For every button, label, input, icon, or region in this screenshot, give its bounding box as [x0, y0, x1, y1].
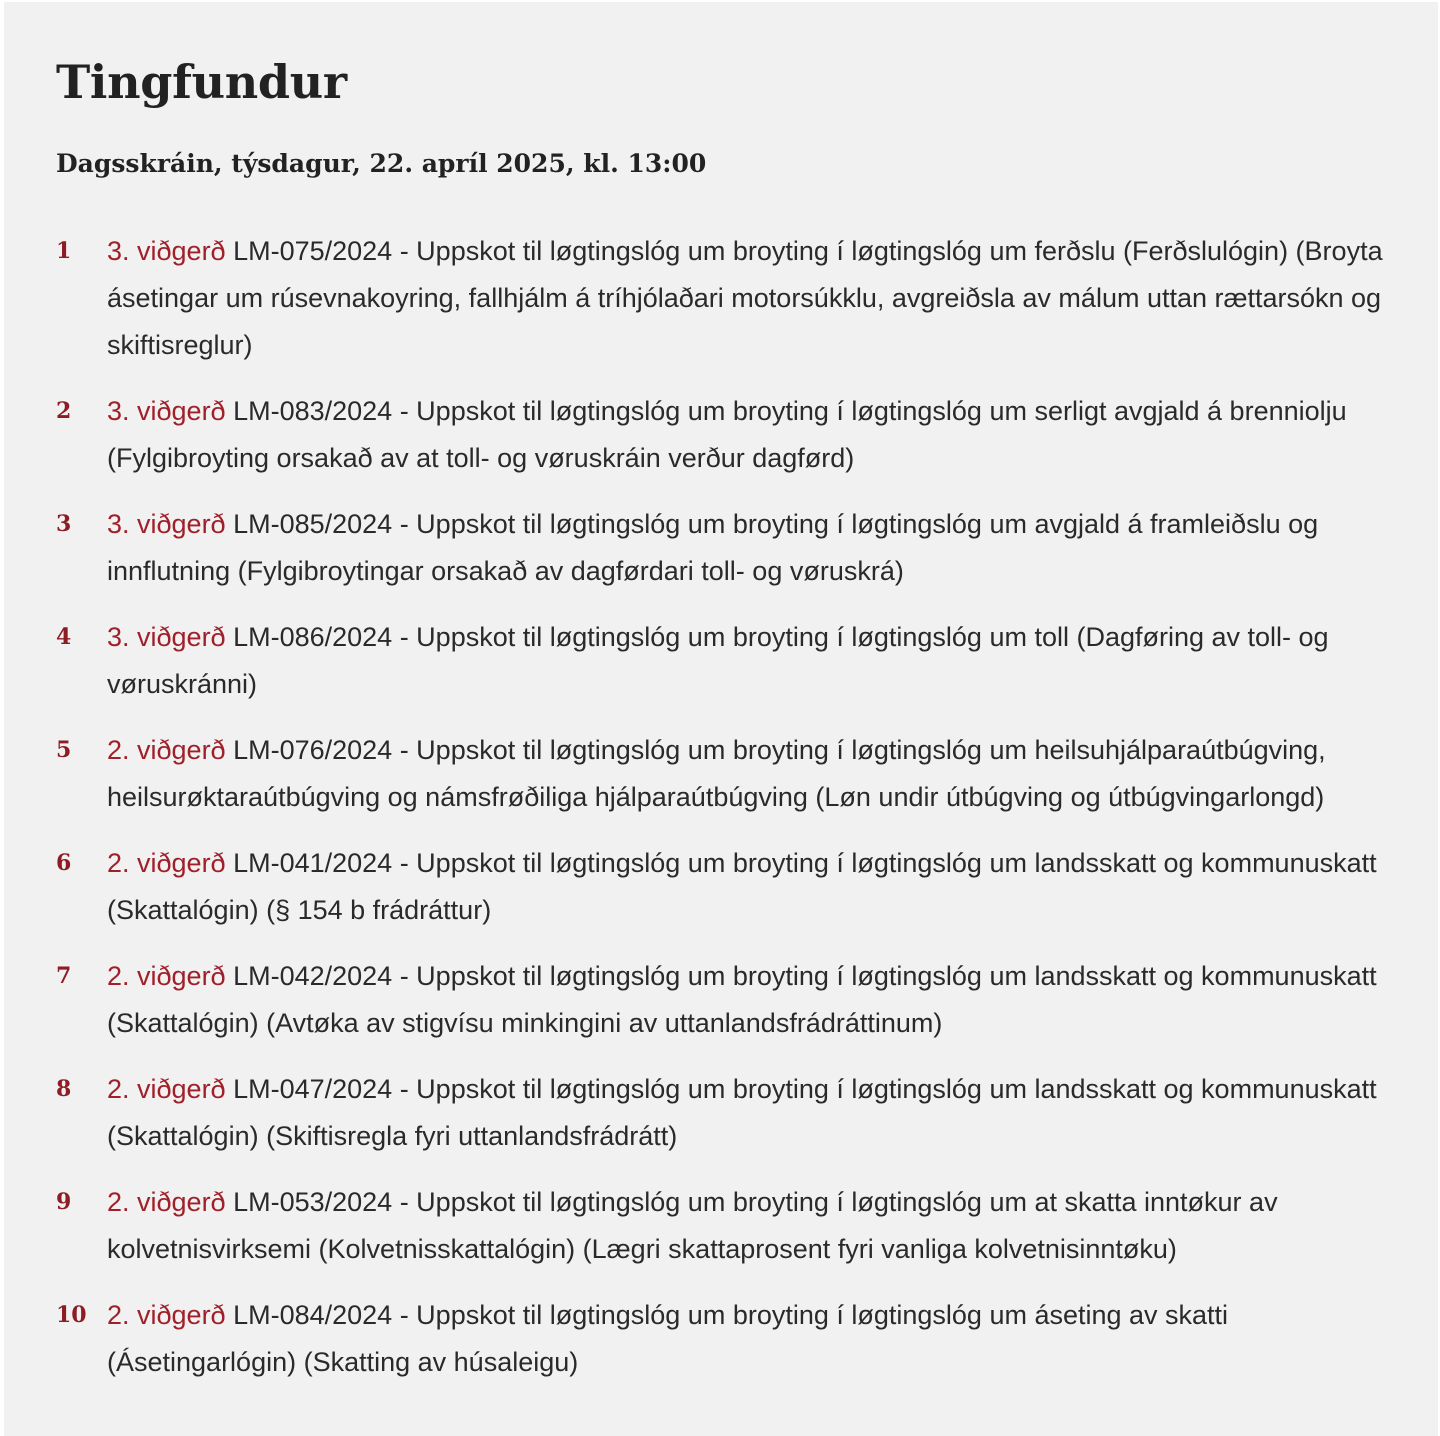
reading-link[interactable]: 2. viðgerð — [107, 1074, 226, 1104]
agenda-item-9 — [56, 1179, 1396, 1273]
page-title: Tingfundur — [56, 55, 347, 109]
agenda-item-8 — [56, 1066, 1396, 1160]
reading-link[interactable]: 3. viðgerð — [107, 622, 226, 652]
item-text: LM-053/2024 - Uppskot til løgtingslóg um broyting í løgtingslóg um at skatta inntøkur av kolvetnisvirksemi (Kolvetnisskattalógin) (Lægri skattaprosent fyri vanliga kolvetnisinntøku) — [107, 1187, 1278, 1264]
item-number: 8 — [56, 1076, 72, 1102]
agenda-list — [56, 228, 1396, 1405]
item-number: 10 — [56, 1302, 87, 1328]
reading-link[interactable]: 2. viðgerð — [107, 735, 226, 765]
item-number: 4 — [56, 624, 72, 650]
agenda-item-5 — [56, 727, 1396, 821]
reading-link[interactable]: 3. viðgerð — [107, 236, 226, 266]
item-text: LM-084/2024 - Uppskot til løgtingslóg um broyting í løgtingslóg um áseting av skatti (Ásetingarlógin) (Skatting av húsaleigu) — [107, 1300, 1229, 1377]
reading-link[interactable]: 2. viðgerð — [107, 1300, 226, 1330]
item-number: 3 — [56, 511, 72, 537]
agenda-item-4 — [56, 614, 1396, 708]
item-text: LM-085/2024 - Uppskot til løgtingslóg um broyting í løgtingslóg um avgjald á framleiðslu og innflutning (Fylgibroytingar orsakað av dagførdari toll- og vøruskrá) — [107, 509, 1319, 586]
item-number: 9 — [56, 1189, 72, 1215]
agenda-item-7 — [56, 953, 1396, 1047]
item-text: LM-041/2024 - Uppskot til løgtingslóg um broyting í løgtingslóg um landsskatt og kommunuskatt (Skattalógin) (§ 154 b frádráttur) — [107, 848, 1377, 925]
item-number: 2 — [56, 398, 72, 424]
reading-link[interactable]: 2. viðgerð — [107, 848, 226, 878]
agenda-item-1 — [56, 228, 1396, 369]
agenda-item-2 — [56, 388, 1396, 482]
item-text: LM-076/2024 - Uppskot til løgtingslóg um broyting í løgtingslóg um heilsuhjálparaútbúgving, heilsurøktaraútbúgving og námsfrøðiliga hjálparaútbúgving (Løn undir útbúgving og útbúgvingarlongd) — [107, 735, 1326, 812]
item-number: 1 — [56, 238, 72, 264]
item-number: 6 — [56, 850, 72, 876]
item-number: 5 — [56, 737, 72, 763]
item-text: LM-042/2024 - Uppskot til løgtingslóg um broyting í løgtingslóg um landsskatt og kommunuskatt (Skattalógin) (Avtøka av stigvísu minkingini av uttanlandsfrádráttinum) — [107, 961, 1377, 1038]
reading-link[interactable]: 2. viðgerð — [107, 961, 226, 991]
reading-link[interactable]: 3. viðgerð — [107, 509, 226, 539]
agenda-item-6 — [56, 840, 1396, 934]
item-text: LM-075/2024 - Uppskot til løgtingslóg um broyting í løgtingslóg um ferðslu (Ferðslulógin) (Broyta ásetingar um rúsevnakoyring, fallhjálm á tríhjólaðari motorsúkklu, avgreiðsla av málum uttan rættarsókn og skiftisreglur) — [107, 236, 1383, 360]
reading-link[interactable]: 2. viðgerð — [107, 1187, 226, 1217]
page-subtitle: Dagsskráin, týsdagur, 22. apríl 2025, kl. 13:00 — [56, 149, 707, 178]
agenda-item-10 — [56, 1292, 1396, 1386]
reading-link[interactable]: 3. viðgerð — [107, 396, 226, 426]
item-number: 7 — [56, 963, 72, 989]
agenda-item-3 — [56, 501, 1396, 595]
agenda-panel — [4, 2, 1438, 1436]
item-text: LM-083/2024 - Uppskot til løgtingslóg um broyting í løgtingslóg um serligt avgjald á brenniolju (Fylgibroyting orsakað av at toll- og vøruskráin verður dagførd) — [107, 396, 1347, 473]
item-text: LM-047/2024 - Uppskot til løgtingslóg um broyting í løgtingslóg um landsskatt og kommunuskatt (Skattalógin) (Skiftisregla fyri uttanlandsfrádrátt) — [107, 1074, 1377, 1151]
item-text: LM-086/2024 - Uppskot til løgtingslóg um broyting í løgtingslóg um toll (Dagføring av toll- og vøruskránni) — [107, 622, 1329, 699]
